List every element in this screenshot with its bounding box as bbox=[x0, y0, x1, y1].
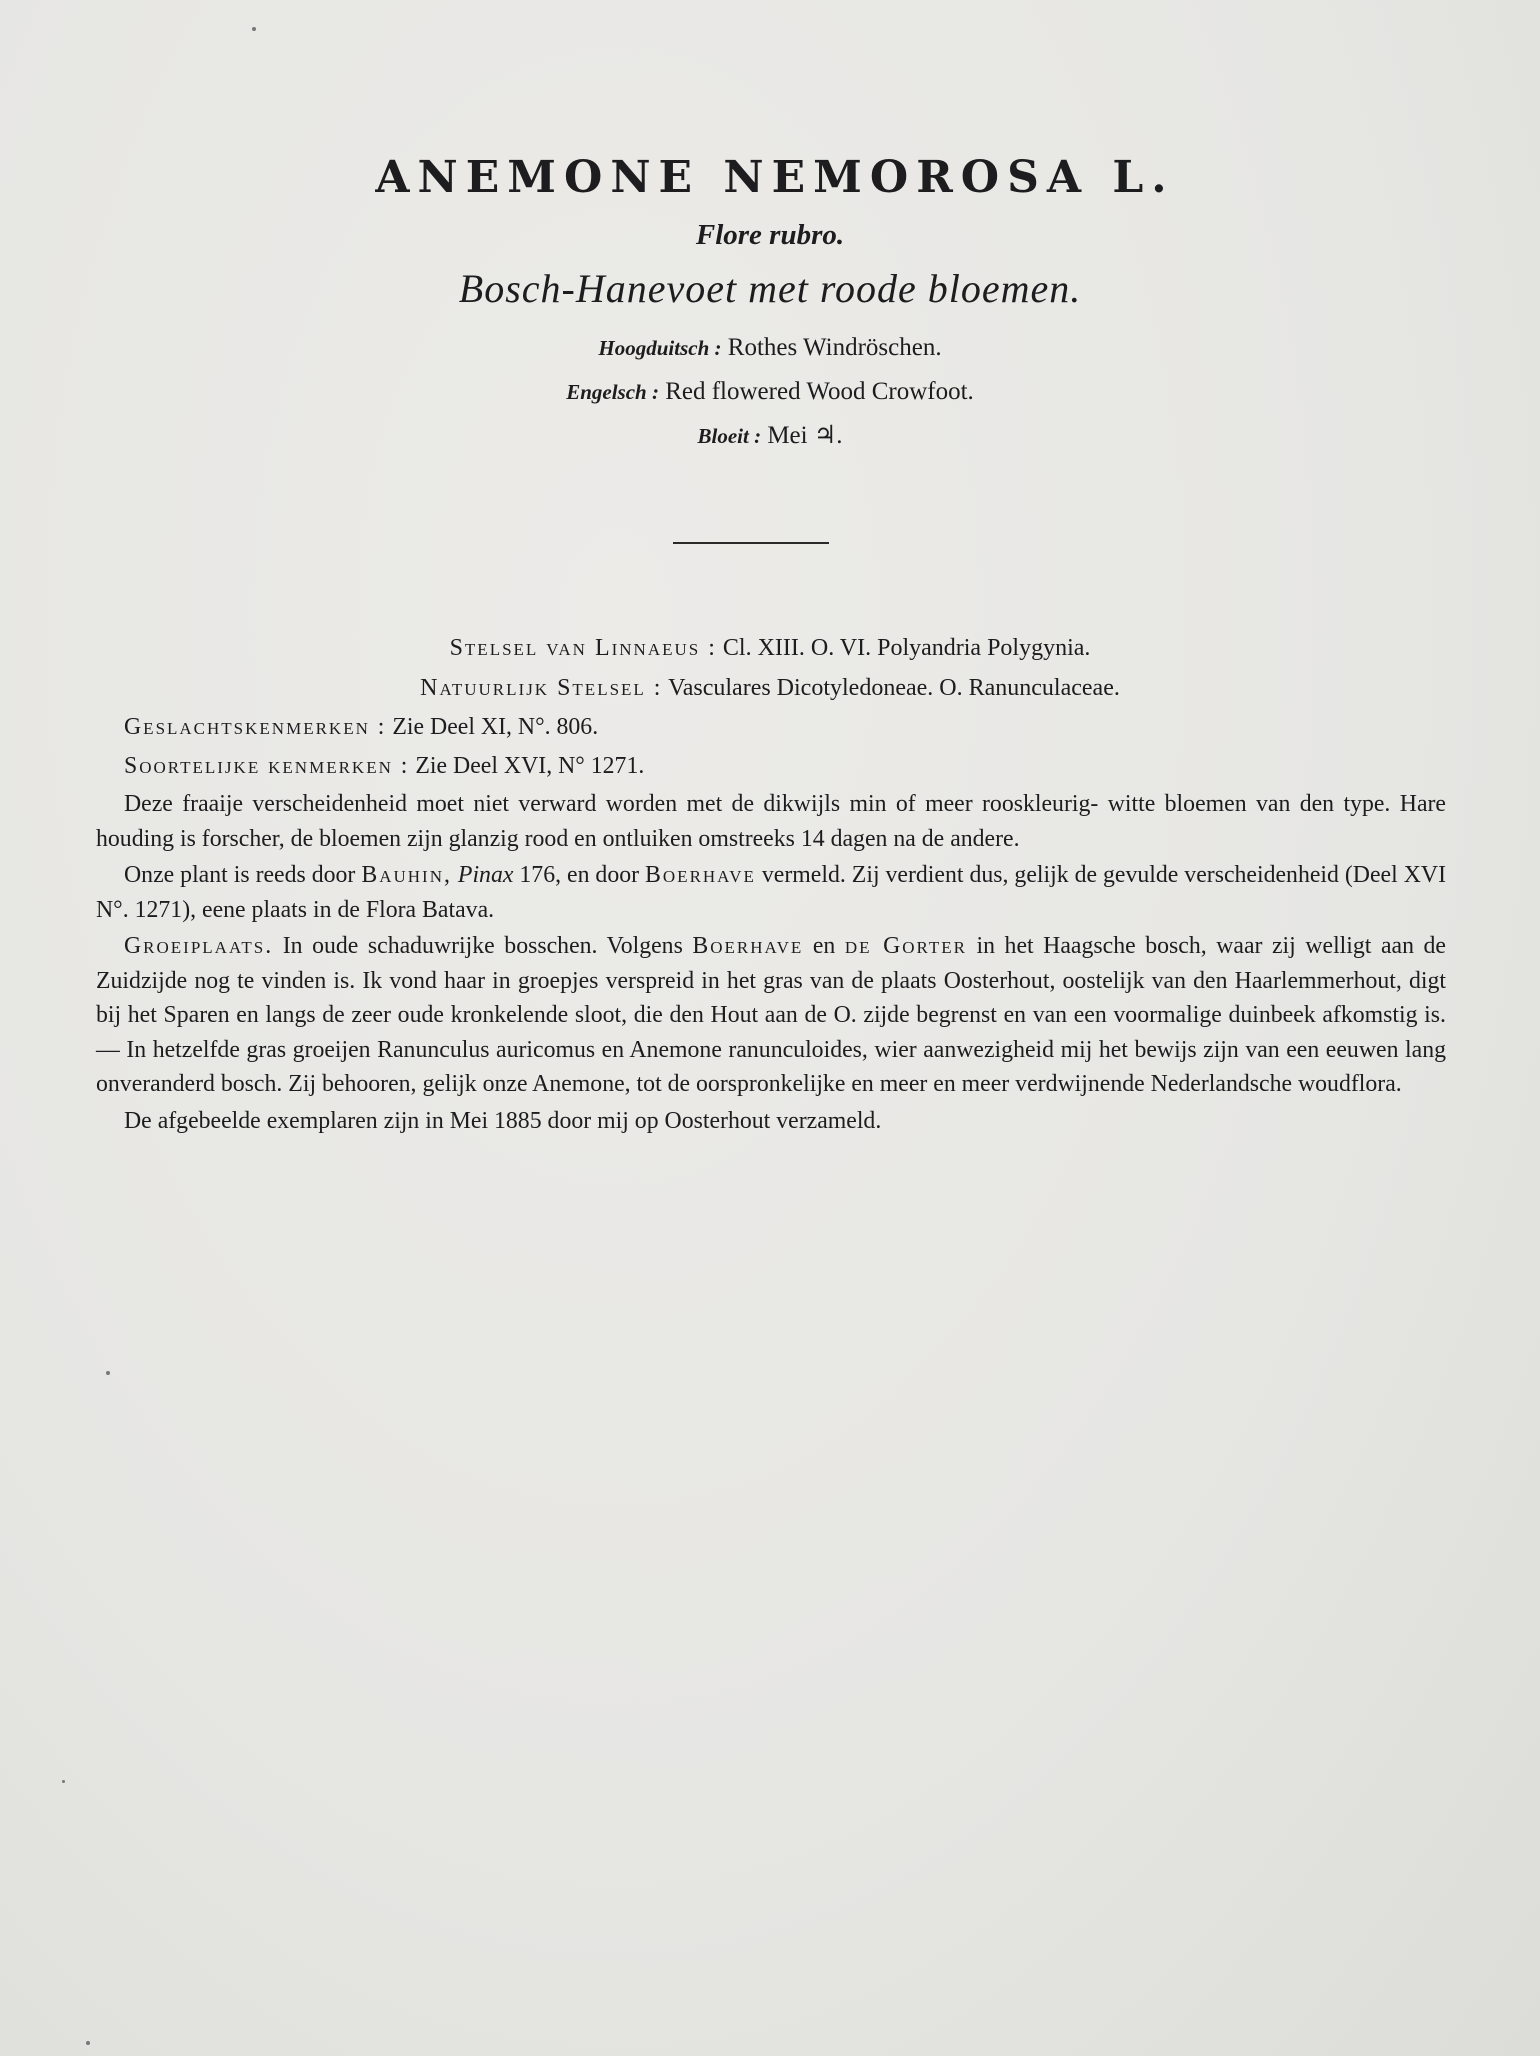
paper-speck bbox=[106, 1371, 110, 1375]
paper-speck bbox=[86, 2041, 90, 2045]
linnaeus-system-value: Cl. XIII. O. VI. Polyandria Polygynia. bbox=[722, 635, 1091, 661]
english-name-line bbox=[0, 370, 1540, 414]
author-boerhave: Boerhave bbox=[645, 862, 756, 888]
paper-speck bbox=[252, 27, 256, 31]
species-characters-value: Zie Deel XVI, N° 1271. bbox=[415, 752, 645, 779]
natural-system-line bbox=[0, 671, 1540, 705]
page-header bbox=[0, 148, 1540, 458]
german-name-label: Hoogduitsch : bbox=[598, 336, 722, 360]
linnaeus-system-label: Stelsel van Linnaeus : bbox=[449, 635, 717, 661]
paragraph-variety-description: Deze fraaije verscheidenheid moet niet verward worden met de dikwijls min of meer rooskleurig- witte bloemen van den type. Hare houding is forscher, de bloemen zijn glanzig rood en ontluiken omstreeks 14 dagen na de andere. bbox=[96, 791, 1446, 852]
english-name-label: Engelsch : bbox=[566, 380, 659, 404]
natural-system-label: Natuurlijk Stelsel : bbox=[420, 675, 663, 701]
section-divider bbox=[673, 542, 829, 544]
author-bauhin: Bauhin, bbox=[361, 862, 452, 888]
flowering-value: Mei ♃. bbox=[767, 422, 843, 449]
german-name-value: Rothes Windröschen. bbox=[727, 334, 942, 361]
references-text-2: 176, en door bbox=[519, 862, 640, 888]
genus-characters-line bbox=[96, 710, 1446, 745]
species-characters-line bbox=[96, 749, 1446, 784]
species-characters-label: Soortelijke kenmerken : bbox=[124, 752, 410, 779]
references-text-1: Onze plant is reeds door bbox=[124, 862, 356, 888]
habitat-text-1: In oude schaduwrijke bosschen. Volgens bbox=[282, 933, 683, 959]
flowering-line bbox=[0, 414, 1540, 458]
genus-characters-label: Geslachtskenmerken : bbox=[124, 714, 387, 740]
natural-system-value: Vasculares Dicotyledoneae. O. Ranunculaceae. bbox=[668, 675, 1120, 701]
paragraph-specimens: De afgebeelde exemplaren zijn in Mei 1885 door mij op Oosterhout verzameld. bbox=[124, 1107, 882, 1134]
variety-name: Flore rubro. bbox=[695, 219, 845, 251]
references-text-3: vermeld. Zij verdient dus, gelijk de gevulde verscheidenheid (Deel XVI N°. 1271), eene plaats in de Flora Batava. bbox=[96, 862, 1446, 923]
english-name-value: Red flowered Wood Crowfoot. bbox=[665, 378, 974, 405]
german-name-line bbox=[0, 326, 1540, 370]
habitat-label: Groeiplaats. bbox=[124, 933, 274, 959]
description-body bbox=[96, 710, 1446, 1140]
author-de-gorter: de Gorter bbox=[844, 933, 967, 959]
paragraph-habitat bbox=[96, 929, 1446, 1102]
genus-characters-value: Zie Deel XI, N°. 806. bbox=[392, 714, 599, 740]
vernacular-names bbox=[0, 326, 1540, 458]
habitat-text-2: in het Haagsche bosch, waar zij welligt aan de Zuidzijde nog te vinden is. Ik vond haar in groepjes verspreid in het gras van de plaats Oosterhout, oostelijk van den Haarlemmerhout, digt bij het Sparen en langs de zeer oude kronkelende sloot, die den Hout aan de O. zijde begrenst en van een voormalige duinbeek afkomstig is. — In hetzelfde gras groeijen Ranunculus auricomus en Anemone ranunculoides, wier aanwezigheid mij het bewijs zijn van een eeuwen lang onveranderd bosch. Zij behooren, gelijk onze Anemone, tot de oorspronkelijke en meer en meer verdwijnende Nederlandsche woudflora. bbox=[96, 933, 1446, 1097]
dutch-common-name: Bosch-Hanevoet met roode bloemen. bbox=[458, 266, 1082, 311]
work-pinax: Pinax bbox=[457, 862, 514, 888]
linnaeus-system-line bbox=[0, 631, 1540, 665]
author-boerhave-2: Boerhave bbox=[692, 933, 804, 959]
paragraph-references bbox=[96, 858, 1446, 927]
flowering-label: Bloeit : bbox=[697, 424, 762, 448]
species-title: ANEMONE NEMOROSA L. bbox=[375, 152, 1175, 203]
habitat-text-en: en bbox=[812, 933, 836, 959]
paper-speck bbox=[62, 1780, 65, 1783]
